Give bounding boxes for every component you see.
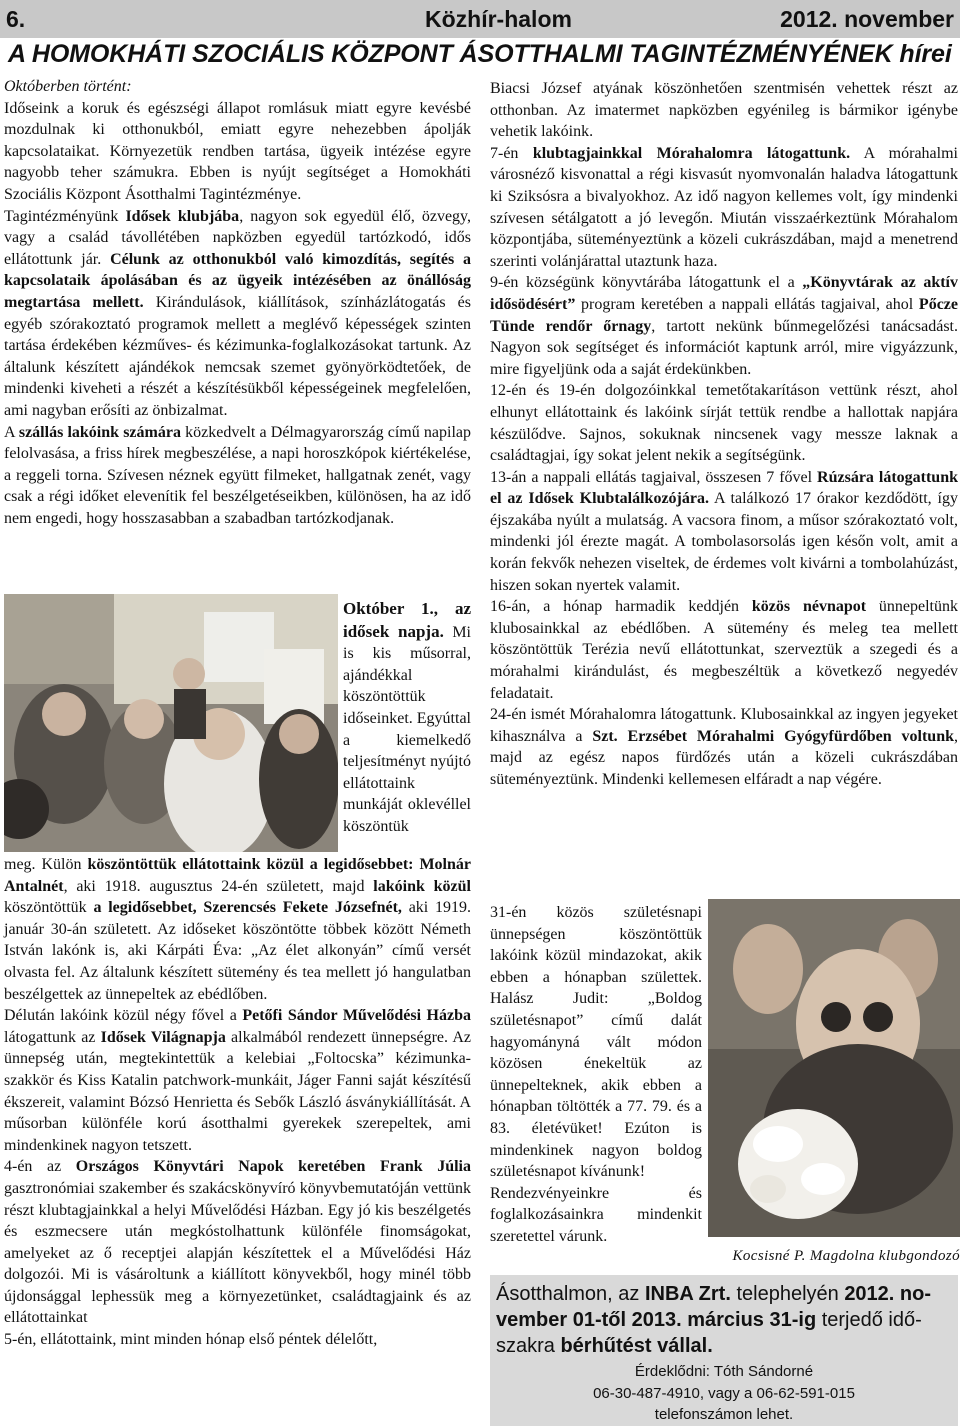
right-column xyxy=(490,78,958,791)
paragraph-residents xyxy=(4,422,471,530)
paragraph-fifth: 5-én, ellátottaink, mint minden hónap első péntek délelőtt, xyxy=(4,1331,378,1349)
bold-run: 2012. no- xyxy=(844,1283,932,1305)
photo-illustration xyxy=(708,899,960,1237)
birthday-photo xyxy=(708,899,960,1237)
text-run: Kirándulások, kiállítások, színházlátogatás és egyéb szórakoztató programok mellett a meglévő képességek szinten tartása érdekében kézműves- és kézimunka-foglalkozásokat tartunk. Az általunk készített ajándékok nemcsak szemet gyönyörködtetőek, de mindenki kiveheti a részét a készítésükből képességeinek megfelelően, ami nagyban erősíti az önbizalmat. xyxy=(4,293,471,419)
paragraph-library xyxy=(4,1156,471,1329)
ad-line-1 xyxy=(496,1281,952,1307)
bold-run: közös névnapot xyxy=(751,598,867,616)
paragraph-cemetery: 12-én és 19-én dolgozóinkkal temetőtakarításon vettünk részt, ahol elhunyt ellátottaink és lakóink sírját tettük rendbe a hallottak napjára készülődve. Sajnos, sokuknak nincsenek vagy messze laknak a családtagjai, így sokat jelent nekik a segítségünk. xyxy=(490,382,958,465)
text-run: 13-án a nappali ellátás tagjaival, összesen 7 fővel xyxy=(490,468,818,486)
article-title: A HOMOKHÁTI SZOCIÁLIS KÖZPONT ÁSOTTHALMI TAGINTÉZMÉNYÉNEK hírei xyxy=(8,40,952,68)
bold-run: Idősek klubjába xyxy=(125,207,240,225)
text-run: alkalmából rendezett ünnepségre. Az ünnepség után, megtekintettük a kelebiai „Foltocska” kézimunka-szakkör és Kiss Katalin patchwork-munkáit, Jáger Fanni saját készítésű ékszereit, valamint Bózsó Henrietta és Sebők László ásványkiállítását. A műsorban különféle korú ásotthalmi gyerekek szerepeltek, ami mindenkinek nagyon tetszett. xyxy=(4,1028,471,1154)
bold-run: „Könyvtárak az aktív idősödésért” xyxy=(490,274,958,313)
text-run: , nagyon sok egyedül élő, özvegy, vagy a család távollétében napközben egyedül tartózkodó, idős ellátottunk jár. xyxy=(4,207,472,268)
text-run: telephelyén xyxy=(730,1283,845,1305)
text-run: 4-én az xyxy=(4,1158,76,1176)
page-number: 6. xyxy=(6,6,26,32)
text-run: 24-én ismét Mórahalomra látogattunk. Klubosainkkal az ingyen jegyeket kihasználva a xyxy=(490,706,958,745)
text-run: látogattunk az xyxy=(4,1028,101,1046)
ad-phone-note: telefonszámon lehet. xyxy=(654,1406,794,1423)
text-run: , tartott nekünk bűnmegelőzési tanácsadást. Nagyon sok segítséget és információt kaptunk arról, mire vigyázzunk, mire figyeljünk oda a saját érdekünkben. xyxy=(490,317,958,378)
text-run: A találkozó 17 órakor kezdődött, így éjszakába nyúlt a mulatság. A vacsora finom, a műsor szórakoztató volt, mindenki jól érezte magát. A tombolasorsolás igen későn volt, amit a korán fekvők nehezen viseltek, de érdemes volt kivárni a tombolahúzást, hiszen sokan nyertek valamit. xyxy=(490,490,958,594)
text-run: közkedvelt a Délmagyarország című napilap felolvasása, a friss hírek megbeszélése, a napi horoszkópok kiértékelése, a reggeli torna. Szívesen néznek együtt filmeket, hallgatnak zenét, vagy csak a régi időket elevenítik fel beszélgetéseikben, különösen, ha az idő nem engedi, hogy hosszasabban a szabadban tartózkodjanak. xyxy=(4,423,472,527)
bold-run: Pőcze Tünde rendőr őrnagy xyxy=(490,295,958,335)
page-header xyxy=(0,0,960,38)
bold-run: Rúzsára látogattunk el az Idősek Klubtalálkozójára. xyxy=(490,468,959,508)
text-run: A mórahalmi városnéző kisvonattal a régi kisvasút nyomvonalán haladva látogattunk ki Sziksósra a bivalyokhoz. Az idő nagyon kellemes volt, így mindenki szívesen sétálgatott a jó levegőn. Miután visszaérkeztünk Mórahalom központjába, süteményeztünk a közeli cukrászdában, majd a menetrend szerinti volánjárattal utaztunk haza. xyxy=(490,144,958,270)
text-run: Ásotthalmon, az xyxy=(496,1283,645,1305)
text-run: A xyxy=(4,423,19,441)
bold-run: lakóink közül xyxy=(373,877,471,895)
bold-run: Szt. Erzsébet Mórahalmi Gyógyfürdőben voltunk xyxy=(592,727,954,745)
text-run: ünnepeltünk klubosainkkal az ebédlőben. A sütemény és meleg tea mellett köszöntöttük Terézia nevű ellátottunkat, szerveztük a szegedi és a mórahalmi kirándulást, és megbeszéltük a következő negyedév feladatait. xyxy=(490,598,959,702)
bold-run: bérhűtést vállal. xyxy=(560,1335,713,1357)
bold-run: Idősek Világnapja xyxy=(100,1028,226,1046)
advertisement-box xyxy=(490,1275,958,1426)
issue-date: 2012. november xyxy=(780,6,954,32)
paragraph-afternoon xyxy=(4,1005,471,1156)
publication-name: Közhír-halom xyxy=(425,6,572,32)
text-run: 9-én községünk könyvtárába látogattunk el a xyxy=(490,274,803,292)
paragraph-club xyxy=(4,206,471,422)
caption-text: Mi is kis műsorral, ajándékkal köszöntöttük időseinket. Egyúttal a kiemelkedő teljesítményt nyújtó ellátottaink munkáját oklevéllel köszöntük xyxy=(343,623,471,835)
text-run: terjedő idő- xyxy=(816,1309,922,1331)
bold-run: köszöntöttük ellátottaink közül a legidősebbet: Molnár Antalnét xyxy=(4,856,471,895)
ad-contact-name: Érdeklődni: Tóth Sándorné xyxy=(634,1363,814,1380)
text-run: , majd az egész napos fürdőzés után a közeli cukrászdában süteményeztünk. Mindenki kellemesen elfáradt a nap végére. xyxy=(490,727,958,788)
text-run: 7-én xyxy=(490,144,533,162)
birthday-column xyxy=(490,902,702,1248)
bold-run: Petőfi Sándor Művelődési Házba xyxy=(242,1007,472,1025)
paragraph-nameday xyxy=(490,596,958,704)
paragraph-ruzsa xyxy=(490,467,958,597)
left-column-continued xyxy=(4,854,471,1351)
paragraph-library-visit xyxy=(490,272,958,380)
paragraph-mass: Biacsi József atyának köszönhetően szentmisén vehettek részt az otthonban. Az imatermet napközben egyénileg is bármikor igénybe vehetik lakóink. xyxy=(490,80,958,141)
text-run: Délután lakóink közül négy fővel a xyxy=(4,1007,243,1025)
bold-run: szállás lakóink számára xyxy=(18,423,181,441)
paragraph-intro: Időseink a koruk és egészségi állapot romlásuk miatt egyre kevésbé mozdulnak ki otthonukból, emiatt egyre nehezebben ápolják kapcsolataikat. Környezetük rendben tartása, ügyeik intézése egyre nagyobb teher számukra. Ebben is nyújt segítséget a Homokháti Szociális Központ Ásotthalmi Tagintézménye. xyxy=(4,99,471,203)
seniors-celebration-photo xyxy=(4,594,338,852)
section-subhead: Októberben történt: xyxy=(4,78,132,95)
paragraph-morahalom xyxy=(490,143,958,273)
bold-run: vember 01-től 2013. március 31-ig xyxy=(496,1309,817,1331)
text-run: szakra xyxy=(496,1335,561,1357)
text-run: gasztronómiai szakember és szakácskönyvíró könyvbemutatóján vettünk részt klubtagjainkkal a helyi Művelődési Házban. Egy jó kis beszélgetés és eszmecsere után megkóstolhattunk különféle finomságokat, amelyeket az ő receptjei alapján készítettek el a Művelődési Ház dolgozói. Mi is vásároltunk a kiállított könyvekből, hogy minél több újdonsággal lephessük meg a környezetünket, családtagjaink és az ellátottainkat xyxy=(4,1179,471,1327)
text-run: program keretében a nappali ellátás tagjaival, ahol xyxy=(575,295,919,313)
bold-run: Országos Könyvtári Napok keretében Frank Júlia xyxy=(75,1158,472,1176)
caption-bold: Október 1., az idősek napja. xyxy=(343,599,471,641)
photo-caption xyxy=(343,598,471,838)
paragraph-spa xyxy=(490,704,958,790)
paragraph-invite: Rendezvényeinkre és foglalkozásainkra mindenkit szeretettel várunk. xyxy=(490,1184,702,1245)
bold-run: a legidősebbet, Szerencsés Fekete Józsefnét, xyxy=(93,899,402,917)
ad-line-3 xyxy=(496,1333,952,1359)
text-run: köszöntöttük xyxy=(4,899,94,917)
ad-phone-numbers: 06-30-487-4910, vagy a 06-62-591-015 xyxy=(593,1385,855,1402)
text-run: aki 1919. január 30-án született. Az időseket köszöntötte többek között Németh István lakónk is, aki Kárpáti Éva: „Az élet alkonyán” című versét olvasta fel. Az általunk készített sütemény és tea mellett jó hangulatban beszélgettek az ünnepeltek az ebédlőben. xyxy=(4,899,472,1003)
paragraph-oldest xyxy=(4,854,471,1005)
bold-run: Célunk az otthonukból való kimozdítás, segítés a kapcsolataik ápolásában és az ügyeik intézésében az önállóság megtartása mellett. xyxy=(4,250,471,311)
paragraph-birthday: 31-én közös születésnapi ünnepségen köszöntöttük lakóink közül mindazokat, akik ebben a hónapban születtek. Halász Judit: „Boldog születésnapot” című dalát hagyományná vált módon közösen énekeltük az ünnepelteknek, akik ebben a hónapban töltötték a 77. 79. és a 83. életévüket! Ezúton is mindenkinek nagyon boldog születésnapot kívánunk! xyxy=(490,904,702,1181)
text-run: 16-án, a hónap harmadik keddjén xyxy=(490,598,752,616)
photo-illustration xyxy=(4,594,338,852)
text-run: , aki 1918. augusztus 24-én született, majd xyxy=(63,877,374,895)
ad-line-2 xyxy=(496,1307,952,1333)
bold-run: INBA Zrt. xyxy=(644,1283,731,1305)
text-run: meg. Külön xyxy=(4,856,88,873)
text-run: Tagintézményünk xyxy=(4,207,126,225)
left-column xyxy=(4,76,471,529)
author-signature: Kocsisné P. Magdolna klubgondozó xyxy=(732,1248,960,1264)
bold-run: klubtagjainkkal Mórahalomra látogattunk. xyxy=(532,144,851,162)
